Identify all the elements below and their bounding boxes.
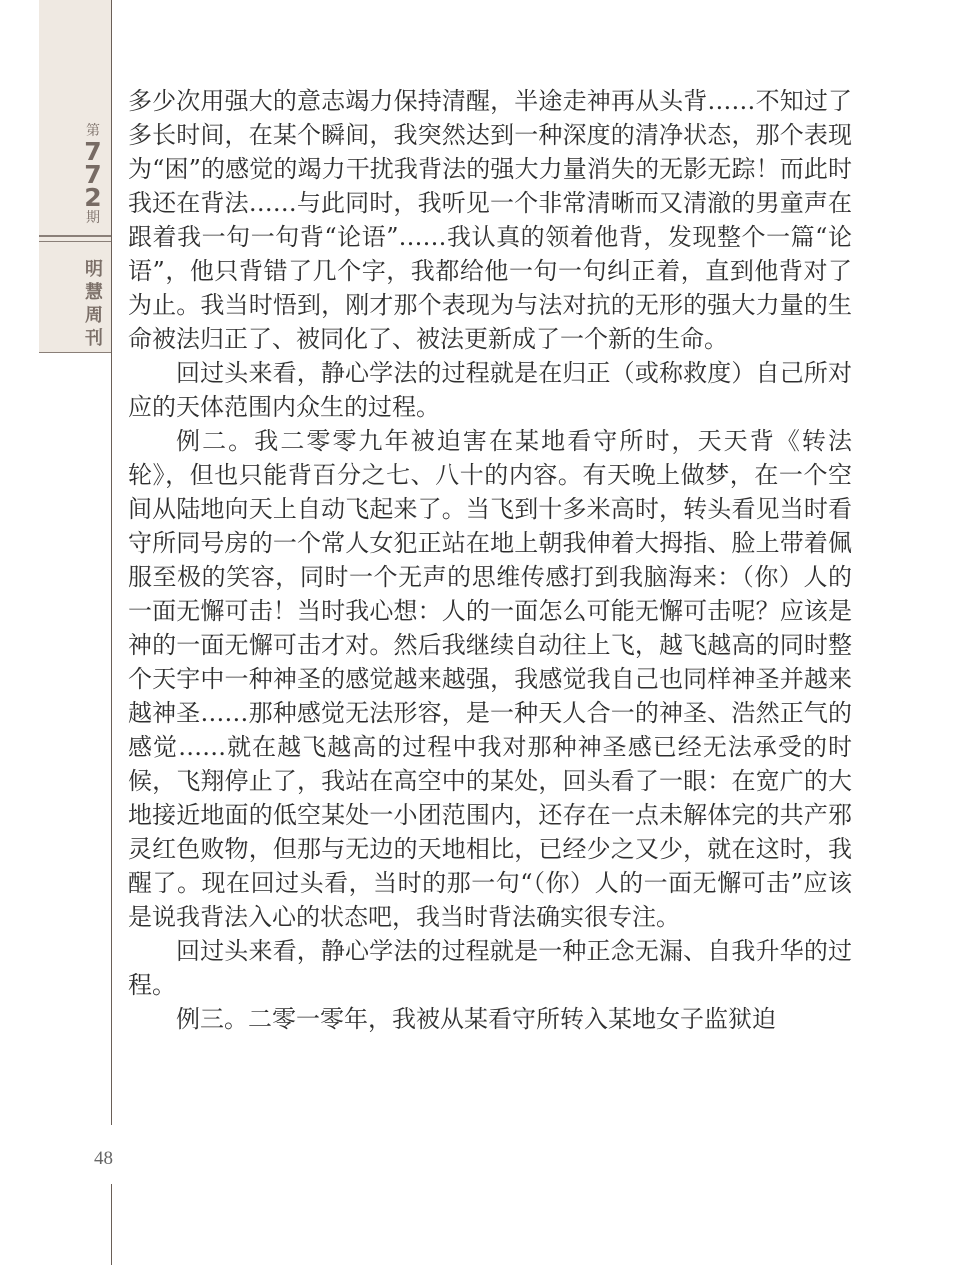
paragraph: 例三。二零一零年，我被从某看守所转入某地女子监狱迫 — [176, 1005, 776, 1033]
sidebar-bottom-rule — [39, 352, 111, 353]
magazine-title-char: 周 — [85, 305, 103, 326]
divider-rule-thin — [39, 241, 111, 242]
issue-suffix: 期 — [86, 210, 100, 226]
paragraph: 例二。我二零零九年被迫害在某地看守所时，天天背《转法轮》，但也只能背百分之七、八十的内容。有天晚上做梦，在一个空间从陆地向天上自动飞起来了。当飞到十多米高时，转头看见当时看守所同号房的一个常人女犯正站在地上朝我伸着大拇指、脸上带着佩服至极的笑容，同时一个无声的思维传感打到我脑海来：（你）人的一面无懈可击！当时我心想：人的一面怎么可能无懈可击呢？应该是神的一面无懈可击才对。然后我继续自动往上飞，越飞越高的同时整个天宇中一种神圣的感觉越来越强，我感觉我自己也同样神圣并越来越神圣……那种感觉无法形容，是一种天人合一的神圣、浩然正气的感觉……就在越飞越高的过程中我对那种神圣感已经无法承受的时候，飞翔停止了，我站在高空中的某处，回头看了一眼：在宽广的大地接近地面的低空某处一小团范围内，还存在一点未解体完的共产邪灵红色败物，但那与无边的天地相比，已经少之又少，就在这时，我醒了。现在回过头看，当时的那一句“（你）人的一面无懈可击”应该是说我背法入心的状态吧，我当时背法确实很专注。 — [128, 427, 852, 931]
issue-digit: 7 — [84, 160, 102, 189]
paragraph: 回过头来看，静心学法的过程就是一种正念无漏、自我升华的过程。 — [128, 937, 852, 999]
magazine-title-char: 慧 — [85, 282, 103, 303]
paragraph: 回过头来看，静心学法的过程就是在归正（或称救度）自己所对应的天体范围内众生的过程。 — [128, 359, 852, 421]
magazine-title-char: 明 — [85, 259, 103, 280]
divider-rule — [39, 235, 111, 237]
issue-prefix: 第 — [86, 123, 100, 139]
issue-digit: 2 — [84, 183, 102, 212]
magazine-title — [80, 258, 108, 350]
margin-line-lower — [111, 1184, 112, 1265]
article-body — [128, 84, 852, 1036]
issue-label — [78, 122, 108, 227]
magazine-title-char: 刊 — [85, 328, 103, 349]
paragraph: 多少次用强大的意志竭力保持清醒，半途走神再从头背……不知过了多长时间，在某个瞬间，我突然达到一种深度的清净状态，那个表现为“困”的感觉的竭力干扰我背法的强大力量消失的无影无踪！而此时我还在背法……与此同时，我听见一个非常清晰而又清澈的男童声在跟着我一句一句背“论语”……我认真的领着他背，发现整个一篇“论语”，他只背错了几个字，我都给他一句一句纠正着，直到他背对了为止。我当时悟到，刚才那个表现为与法对抗的无形的强大力量的生命被法归正了、被同化了、被法更新成了一个新的生命。 — [128, 87, 852, 353]
page-number: 48 — [94, 1148, 113, 1169]
margin-line — [111, 0, 112, 1125]
issue-digit: 7 — [84, 137, 102, 166]
